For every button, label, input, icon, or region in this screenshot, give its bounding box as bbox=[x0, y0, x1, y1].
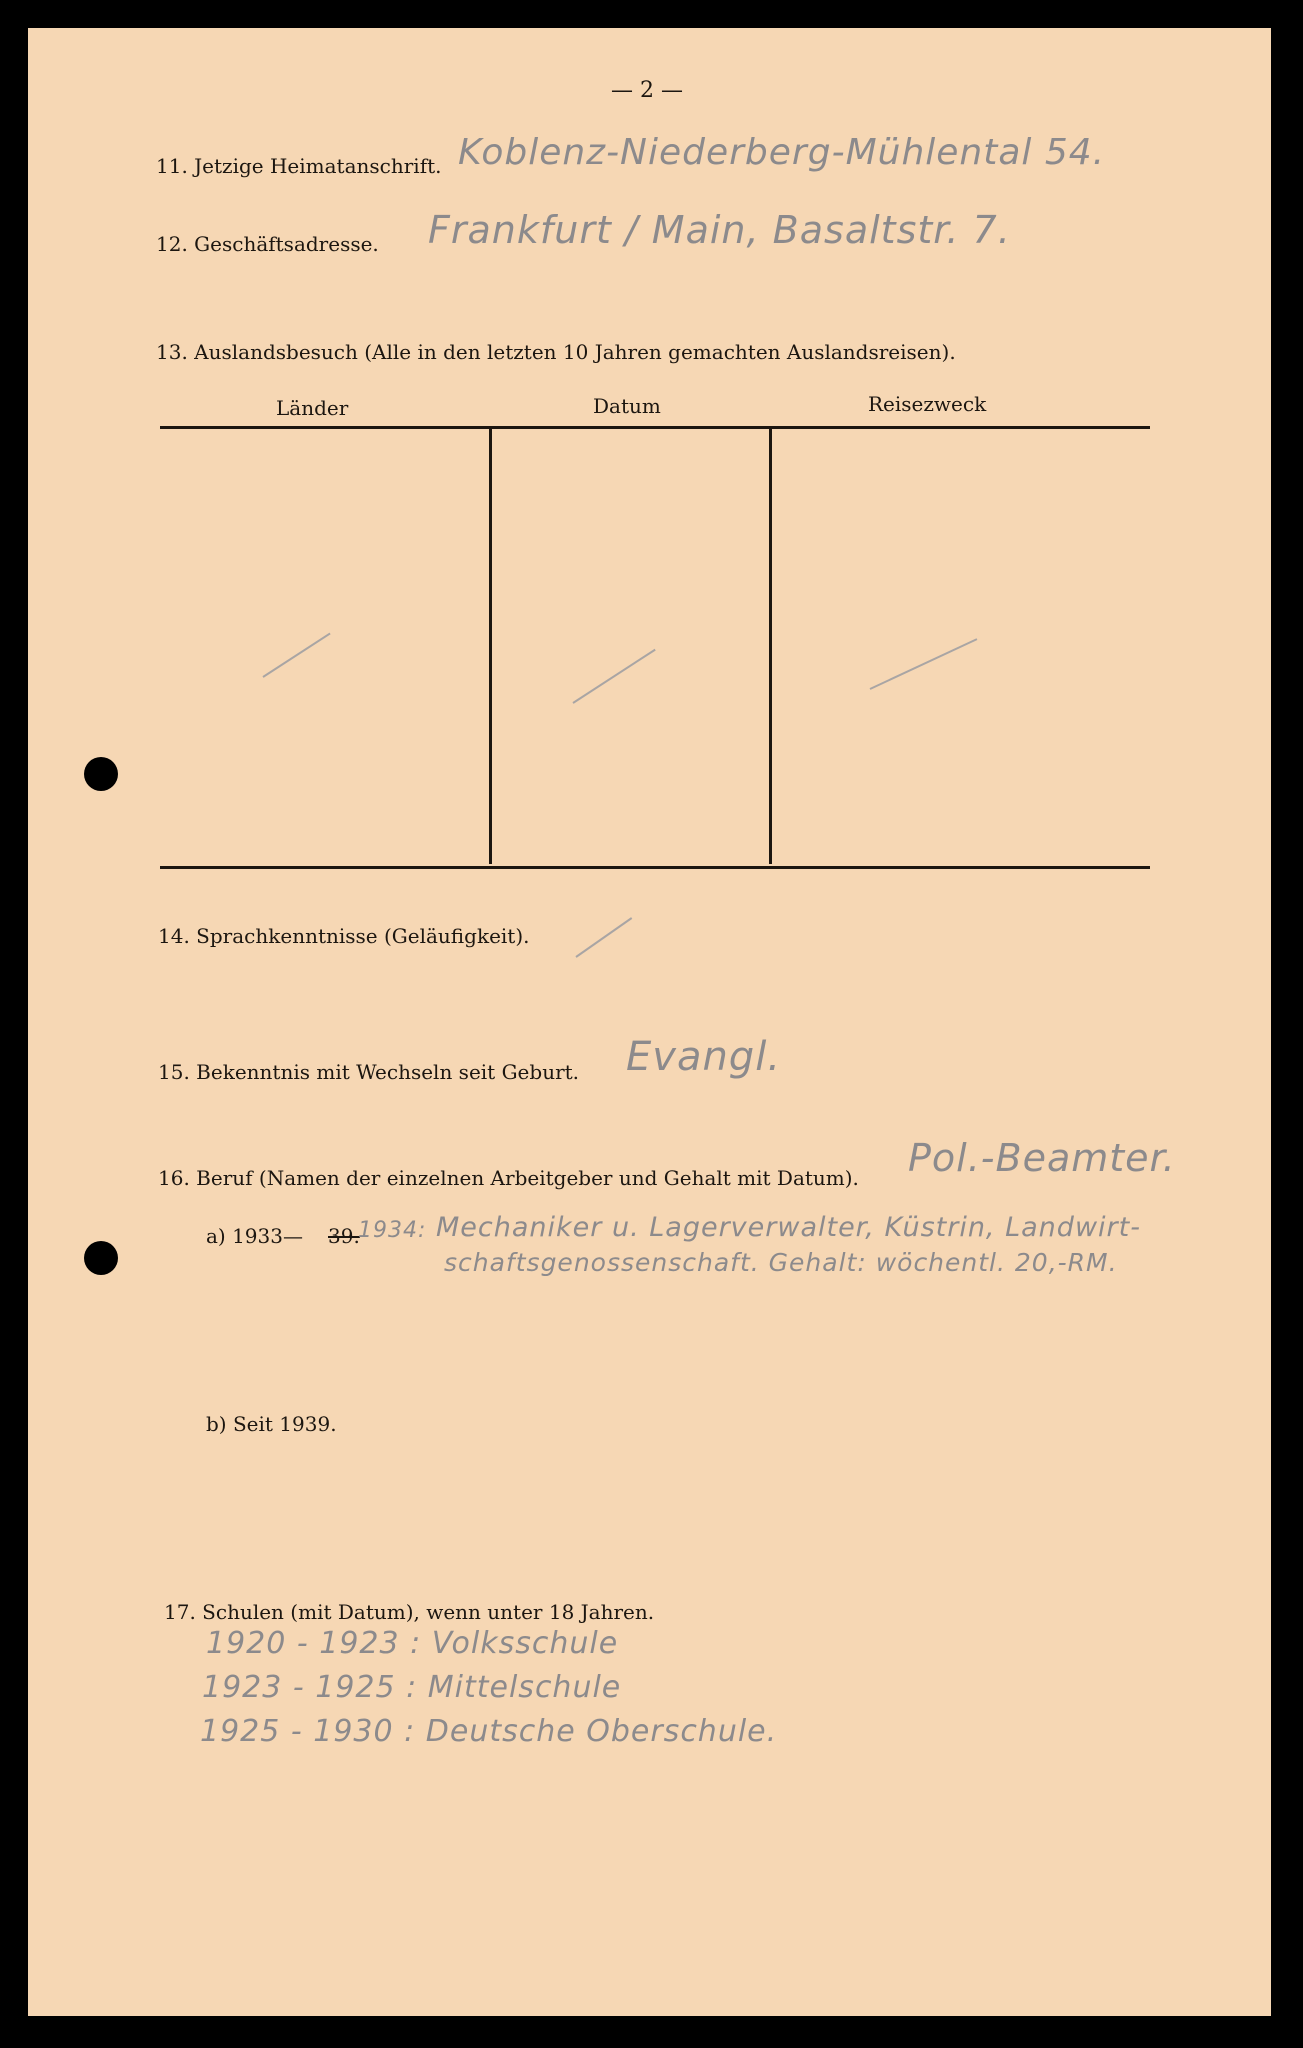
field-16a-line-1: Mechaniker u. Lagerverwalter, Küstrin, Landwirt- bbox=[436, 1212, 1141, 1243]
field-16a-struck-year: 39. bbox=[328, 1224, 360, 1248]
datum-dash-mark bbox=[572, 649, 655, 704]
field-15-label: 15. Bekenntnis mit Wechseln seit Geburt. bbox=[158, 1060, 580, 1084]
field-14-label: 14. Sprachkenntnisse (Geläufigkeit). bbox=[158, 924, 530, 948]
table-column-divider-1 bbox=[489, 428, 492, 864]
field-16b-label: b) Seit 1939. bbox=[206, 1412, 337, 1436]
school-entry-1: 1920 - 1923 : Volksschule bbox=[206, 1626, 619, 1661]
field-16a-hand-year: 1934: bbox=[358, 1218, 427, 1243]
table-header-reisezweck: Reisezweck bbox=[868, 392, 987, 416]
field-15-value: Evangl. bbox=[626, 1034, 782, 1080]
school-entry-3: 1925 - 1930 : Deutsche Oberschule. bbox=[200, 1714, 778, 1749]
reisezweck-dash-mark bbox=[870, 638, 978, 690]
field-11-label: 11. Jetzige Heimatanschrift. bbox=[156, 154, 442, 178]
page-number: — 2 — bbox=[611, 78, 683, 103]
table-column-divider-2 bbox=[769, 428, 772, 864]
table-header-laender: Länder bbox=[276, 396, 349, 420]
table-top-rule bbox=[160, 426, 1150, 429]
field-12-label: 12. Geschäftsadresse. bbox=[156, 232, 379, 256]
field-17-label: 17. Schulen (mit Datum), wenn unter 18 Jahren. bbox=[164, 1600, 655, 1624]
laender-dash-mark bbox=[262, 633, 330, 678]
school-entry-2: 1923 - 1925 : Mittelschule bbox=[202, 1670, 622, 1705]
field-16a-prefix: a) 1933— bbox=[206, 1224, 303, 1248]
table-header-datum: Datum bbox=[593, 394, 661, 418]
table-bottom-rule bbox=[160, 866, 1150, 869]
field-12-value: Frankfurt / Main, Basaltstr. 7. bbox=[428, 208, 1011, 252]
field-11-value: Koblenz-Niederberg-Mühlental 54. bbox=[458, 132, 1106, 173]
field-13-label: 13. Auslandsbesuch (Alle in den letzten 10 Jahren gemachten Auslandsreisen). bbox=[156, 340, 956, 364]
punch-hole-upper bbox=[84, 757, 118, 791]
field-16a-line-2: schaftsgenossenschaft. Gehalt: wöchentl. 20,-RM. bbox=[444, 1248, 1118, 1277]
field-14-dash-mark bbox=[575, 917, 632, 958]
document-page bbox=[28, 28, 1271, 2016]
field-16-value: Pol.-Beamter. bbox=[908, 1136, 1176, 1180]
punch-hole-lower bbox=[84, 1241, 118, 1275]
field-16-label: 16. Beruf (Namen der einzelnen Arbeitgeber und Gehalt mit Datum). bbox=[158, 1166, 859, 1190]
